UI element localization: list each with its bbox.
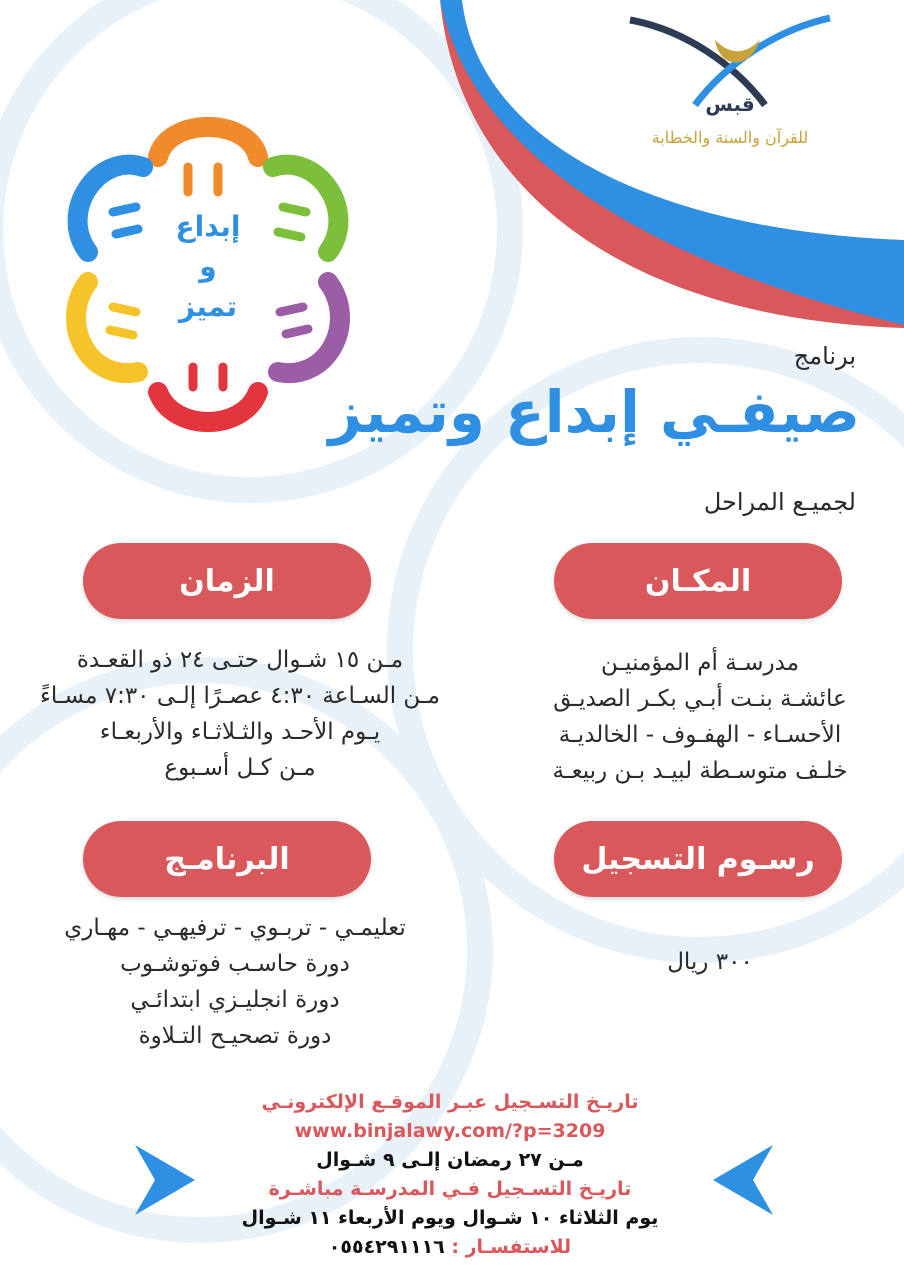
organization-logo — [625, 10, 835, 160]
place-line-2: عائشـة بنـت أبـي بكـر الصديـق — [553, 686, 847, 712]
inquiry — [150, 1233, 750, 1262]
subtitle: لجميـع المراحل — [703, 488, 856, 516]
school-registration-label: تاريـخ التسـجيل فـي المدرسـة مباشـرة — [268, 1178, 632, 1200]
program-line-1: تعليمـي - تربـوي - ترفيهـي - مهـاري — [64, 915, 406, 941]
program-badge — [58, 112, 358, 432]
fees-value: ٣٠٠ ريال — [667, 949, 753, 975]
program-line-2: دورة حاسـب فوتوشـوب — [120, 951, 350, 977]
registration-url[interactable]: www.binjalawy.com/?p=3209 — [294, 1120, 606, 1142]
program-details — [15, 910, 455, 1054]
place-details — [500, 645, 900, 789]
inquiry-label: للاستفسـار : — [451, 1236, 572, 1258]
time-line-1: مـن ١٥ شـوال حتـى ٢٤ ذو القعـدة — [76, 647, 404, 673]
program-line-3: دورة انجليـزي ابتدائـي — [130, 987, 340, 1013]
online-registration-label: تاريـخ التسـجيل عبـر الموقـع الإلكترونـي — [261, 1091, 639, 1113]
logo-tagline: للقرآن والسنة والخطابة — [651, 128, 809, 147]
program-label: البرنامـج — [83, 821, 371, 897]
program-line-4: دورة تصحيـح التـلاوة — [138, 1023, 332, 1049]
time-line-2: مـن السـاعة ٤:٣٠ عصـرًا إلـى ٧:٣٠ مسـاءً — [40, 683, 440, 709]
logo-brand: قبس — [705, 92, 755, 116]
intro-label: برنامج — [793, 342, 856, 370]
main-title: صيفـي إبداع وتميز — [328, 378, 860, 446]
online-registration-dates: مـن ٢٧ رمضان إلـى ٩ شـوال — [316, 1149, 584, 1171]
registration-info — [150, 1088, 750, 1262]
place-line-3: الأحسـاء - الهفـوف - الخالديـة — [558, 722, 842, 748]
time-label: الزمان — [83, 543, 371, 619]
place-line-4: خلـف متوسـطة لبيـد بـن ربيعـة — [552, 758, 848, 784]
place-label: المكـان — [554, 543, 842, 619]
badge-line-2: و — [199, 250, 217, 283]
inquiry-phone[interactable]: ٠٥٥٤٢٩١١١٦ — [328, 1236, 445, 1258]
place-line-1: مدرسـة أم المؤمنيـن — [600, 650, 800, 676]
badge-line-3: تميز — [178, 290, 238, 323]
fees-label: رسـوم التسجيل — [554, 821, 842, 897]
school-registration-dates: يوم الثلاثاء ١٠ شـوال ويوم الأربعاء ١١ شـوال — [241, 1207, 659, 1229]
time-line-3: يـوم الأحـد والثـلاثـاء والأربعـاء — [99, 719, 381, 745]
badge-text — [58, 207, 358, 327]
time-details — [20, 642, 460, 786]
time-line-4: مـن كـل أسـبوع — [164, 755, 316, 781]
badge-line-1: إبداع — [175, 210, 241, 243]
